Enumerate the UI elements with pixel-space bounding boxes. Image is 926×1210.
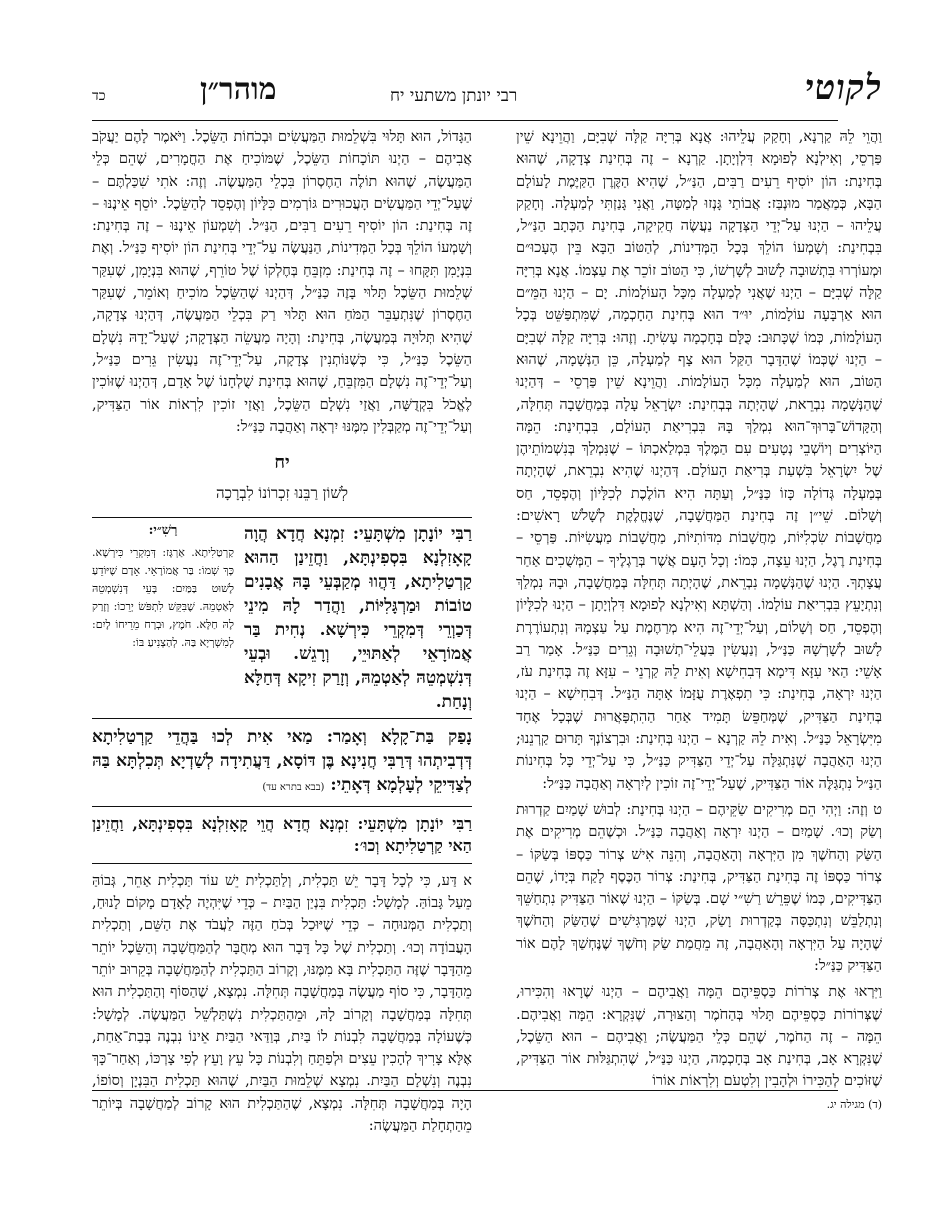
lesson-heading: רַבִּי יוֹנָתָן מִשְׁתָּעֵי: זִמְנָא חֲדָא הֲוֵי קָאָזִלְנָא בִּסְפִינְתָּא, וַחֲזֵינַן הַאי קַרְטַלִיתָא וְכוּ׳: (92, 813, 472, 855)
running-header-center: רבי יונתן משתעי יח (390, 86, 518, 106)
talmud-text-tail: נָפַק בַּת־קָלָא וְאָמַר: מַאי אִית לְכוּ בַּהֲדֵי קַרְטַלִיתָא דְּדְבִיתְהוּ דְּרַבִּי חֲנִינָא בֶּן דּוֹסָא, דַּעֲתִידָה לְשַׁדְיָא תְּכִלְתָּא בַּהּ לְצַדִּיקֵי לְעָלְמָא דְּאָתֵי: (92, 726, 472, 795)
running-title-left: מוהר״ן (200, 72, 277, 107)
paragraph-tet: ט וְזֶה: וַיְהִי הֵם מְרִיקִים שַׂקֵּיהֶם – הַיְנוּ בְּחִינַת: לְבוּשׁ שָׁמַיִם קַדְרוּת וְשַׂק וְכוּ׳. שָׁמַיִם – הַיְנוּ יִרְאָה וְאַהֲבָה כַּנַּ״ל. וּכְשֶׁהֵם מְרִיקִים אֶת הַשַּׂק וְהַחֹשֶׁךְ מִן הַיִּרְאָה וְהָאַהֲבָה, וְהִנֵּה אִישׁ צְרוֹר כַּסְפּוֹ בְּשַׂקּוֹ – צְרוֹר כַּסְפּוֹ זֶה בְּחִינַת הַצַּדִּיק, בְּחִינַת: צְרוֹר הַכֶּסֶף לָקַח בְּיָדוֹ, שֶׁהֵם הַצַּדִּיקִים, כְּמוֹ שֶׁפֵּרֵשׁ רַשִׁ״י שָׁם. בְּשַׂקּוֹ – הַיְנוּ שֶׁאוֹר הַצַּדִּיק נִתְחַשֵּׁךְ וְנִתְלַבֵּשׁ וְנִתְכַּסָּה בְּקַדְרוּת וָשַׂק, הַיְנוּ שֶׁמַּרְגִּישִׁים שֶׁהַשַּׂק וְהַחֹשֶׁךְ שֶׁהָיָה עַל הַיִּרְאָה וְהָאַהֲבָה, זֶה מֵחֲמַת שַׂק וְחֹשֶׁךְ שֶׁנֶּחְשַׁךְ לָהֶם אוֹר הַצַּדִּיק כַּנַּ״ל: (516, 801, 882, 974)
running-title-right: לקוטי (804, 68, 882, 108)
right-column (516, 126, 882, 1097)
left-column (92, 126, 472, 1141)
section-number: יח (274, 452, 290, 474)
talmud-text: רַבִּי יוֹנָתָן מִשְׁתָּעֵי: זִמְנָא חֲדָא הֲוָה קָאָזִלְנָא בִּסְפִינְתָּא, וַחֲזֵינַן הַהוּא קַרְטַלִיתָא, דַּהֲווּ מְקַבְּעֵי בָּהּ אֲבָנִים טוֹבוֹת וּמַרְגָּלִיּוֹת, וַהֲדַר לָהּ מִינֵי דְּכַוְרֵי דְּמִקְרֵי כִּירְשָׁא. נְחִית בַּר אֲמוֹרָאֵי לְאַתּוּיֵי, וְרָגֵשׁ. וּבְעֵי דְּנִשְׁמְטֵהּ לְאַטְמֵהּ, וְזָרַק זִיקָא דְּחַלָּא וְנָחַת. (244, 523, 472, 712)
talmud-block (92, 517, 472, 719)
paragraph: הַגָּדוֹל, הוּא תָּלוּי בִּשְׁלֵמוּת הַמַּעֲשִׂים וּבְכֹחוֹת הַשֵּׂכֶל. וַיֹּאמֶר לָהֶם יַעֲקֹב אֲבִיהֶם – הַיְנוּ תּוֹכָחוֹת הַשֵּׂכֶל, שֶׁמּוֹכִיחַ אֶת הַחֳמָרִים, שֶׁהֵם כְּלֵי הַמַּעֲשֶׂה, שֶׁהוּא תוֹלֶה הַחֶסְרוֹן בִּכְלֵי הַמַּעֲשֶׂה. וְזֶה: אֹתִי שִׁכַּלְתֶּם – שֶׁעַל־יְדֵי הַמַּעֲשִׂים הָעֲכוּרִים גּוֹרְמִים כִּלָּיוֹן וְהֶפְסֵד לְהַשֵּׂכֶל. יוֹסֵף אֵינֶנּוּ – זֶה בְּחִינַת: הוֹן יוֹסִיף רֵעִים רַבִּים, הַנַּ״ל. וְשִׁמְעוֹן אֵינֶנּוּ – זֶה בְּחִינַת: וְשָׁמְעוֹ הוֹלֵךְ בְּכָל הַמְּדִינוֹת, הַנַּעֲשֶׂה עַל־יְדֵי בְּחִינַת הוֹן יוֹסִיף כַּנַּ״ל. וְאֶת בִּנְיָמִן תִּקָּחוּ – זֶה בְּחִינַת: מִזְבֵּחַ בְּחֶלְקוֹ שֶׁל טוֹרֵף, שֶׁהוּא בִּנְיָמִן, שֶׁעִקַּר שְׁלֵמוּת הַשֵּׂכֶל תָּלוּי בָּזֶה כַּנַּ״ל, דְּהַיְנוּ שֶׁהַשֵּׂכֶל מוֹכִיחַ וְאוֹמֵר, שֶׁעִקַּר הַחֶסְרוֹן שֶׁנִּתְעַבֵּר הַמֹּחַ הוּא תָּלוּי רַק בִּכְלֵי הַמַּעֲשֶׂה, דְּהַיְנוּ צְדָקָה, שֶׁהִיא תְּלוּיָה בְּמַעֲשֶׂה, בְּחִינַת: וְהָיָה מַעֲשֵׂה הַצְּדָקָה; שֶׁעַל־יָדָהּ נִשְׁלָם הַשֵּׂכֶל כַּנַּ״ל, כִּי כְּשֶׁנּוֹתְנִין צְדָקָה, עַל־יְדֵי־זֶה נַעֲשִׂין גֵּרִים כַּנַּ״ל, וְעַל־יְדֵי־זֶה נִשְׁלָם הַמִּזְבֵּחַ, שֶׁהוּא בְּחִינַת שֻׁלְחָנוֹ שֶׁל אָדָם, דְּהַיְנוּ שֶׁזּוֹכִין לֶאֱכֹל בִּקְדֻשָּׁה, וַאֲזַי נִשְׁלָם הַשֵּׂכֶל, וַאֲזַי זוֹכִין לִרְאוֹת אוֹר הַצַּדִּיק, וְעַל־יְדֵי־זֶה מְקַבְּלִין מִמֶּנּוּ יִרְאָה וְאַהֲבָה כַּנַּ״ל: (92, 129, 472, 435)
paragraph: וַיִּרְאוּ אֶת צְרֹרוֹת כַּסְפֵּיהֶם הֵמָּה וַאֲבִיהֶם – הַיְנוּ שֶׁרָאוּ וְהִכִּירוּ, שֶׁצְּרוֹרוֹת כַּסְפֵּיהֶם תָּלוּי בְּהַחֹמֶר וְהַצּוּרָה, שֶׁנִּקְרָא: הֵמָּה וַאֲבִיהֶם. הֵמָּה – זֶה הַחֹמֶר, שֶׁהֵם כְּלֵי הַמַּעֲשֶׂה; וַאֲבִיהֶם – הוּא הַשֵּׂכֶל, שֶׁנִּקְרָא אָב, בְּחִינַת אָב בְּחָכְמָה, הַיְנוּ כַּנַּ״ל, שֶׁהִתְגַּלּוּת אוֹר הַצַּדִּיק, שֶׁזּוֹכִים לְהַכִּירוֹ וּלְהָבִין וְלִטְעֹם וְלִרְאוֹת אוֹרוֹ (516, 984, 882, 1090)
page-number: כד (92, 88, 106, 104)
footnote-rule (92, 1090, 838, 1091)
divider (92, 806, 472, 807)
paragraph: וַהֲוֵי לֵהּ קַרְנָא, וְחָקַק עֲלֵיהוּ: אֲנָא בְּרִיָּה קַלָּה שְׁבִיָּם, וַהֲוֵינָא שֵׁין פַּרְסֵי, וְאִילְנָא לְפוּמָא דִּלְוְיָתָן. קַרְנָא – זֶה בְּחִינַת צְדָקָה, שֶׁהוּא בְּחִינַת: הוֹן יוֹסִיף רֵעִים רַבִּים, הַנַּ״ל, שֶׁהִיא הַקֶּרֶן הַקַּיֶּמֶת לָעוֹלָם הַבָּא, כְּמַאֲמַר מוּנְבַּז: אֲבוֹתַי גָּנְזוּ לְמַטָּה, וַאֲנִי גָּנַזְתִּי לְמַעְלָה. וְחָקַק עֲלֵיהוּ – הַיְנוּ עַל־יְדֵי הַצְּדָקָה נַעֲשֶׂה חֲקִיקָה, בְּחִינַת הַכְּתָב הַנַּ״ל, בִּבְחִינַת: וְשָׁמְעוֹ הוֹלֵךְ בְּכָל הַמְּדִינוֹת, לְהַטּוֹב הַבָּא בֵּין הֶעָכוּ״ם וּמְעוֹרְרוּ בִּתְשׁוּבָה לָשׁוּב לְשָׁרְשׁוֹ, כִּי הַטּוֹב זוֹכֵר אֶת עַצְמוֹ. אֲנָא בְּרִיָּה קַלָּה שְׁבִיָּם – הַיְנוּ שֶׁאֲנִי לְמַעְלָה מִכָּל הָעוֹלָמוֹת. יָם – הַיְנוּ הַמֵּ״ם הוּא אַרְבָּעָה עוֹלָמוֹת, יוּ״ד הוּא בְּחִינַת הַחָכְמָה, שֶׁמִּתְפַּשֵּׁט בְּכָל הָעוֹלָמוֹת, כְּמוֹ שֶׁכָּתוּב: כֻּלָּם בְּחָכְמָה עָשִׂיתָ. וְזֶהוּ: בְּרִיָּה קַלָּה שְׁבִיָּם – הַיְנוּ שֶׁכְּמוֹ שֶׁהַדָּבָר הַקַּל הוּא צָף לְמַעְלָה, כֵּן הַנְּשָׁמָה, שֶׁהוּא הַטּוֹב, הוּא לְמַעְלָה מִכָּל הָעוֹלָמוֹת. וַהֲוֵינָא שֵׁין פַּרְסֵי – דְּהַיְנוּ שֶׁהַנְּשָׁמָה נִבְרֵאת, שֶׁהָיְתָה בְּבְחִינַת: יִשְׂרָאֵל עָלָה בְּמַחֲשָׁבָה תְּחִלָּה, וְהַקָּדוֹשׁ־בָּרוּךְ־הוּא נִמְלַךְ בָּהּ בִּבְרִיאַת הָעוֹלָם, בִּבְחִינַת: הֵמָּה הַיּוֹצְרִים וְיוֹשְׁבֵי נְטָעִים עִם הַמֶּלֶךְ בִּמְלַאכְתּוֹ – שֶׁנִּמְלַךְ בְּנִשְׁמוֹתֵיהֶן שֶׁל יִשְׂרָאֵל בִּשְׁעַת בְּרִיאַת הָעוֹלָם. דְּהַיְנוּ שֶׁהִיא נִבְרֵאת, שֶׁהָיְתָה בְּמַעְלָה גְּדוֹלָה כָּזוֹ כַּנַּ״ל, וְעַתָּה הִיא הוֹלֶכֶת לְכִלָּיוֹן וְהֶפְסֵד, חַס וְשָׁלוֹם. שֵׁי״ן זֶה בְּחִינַת הַמַּחֲשָׁבָה, שֶׁנֶּחֱלֶקֶת לְשָׁלֹשׁ רָאשִׁים: מַחֲשָׁבוֹת שִׂכְלִיּוֹת, מַחֲשָׁבוֹת מִדּוֹתִיּוֹת, מַחֲשָׁבוֹת מַעֲשִׂיּוֹת. פַּרְסֵי – בְּחִינַת רֶגֶל, הַיְנוּ עֵצָה, כְּמוֹ: וְכָל הָעָם אֲשֶׁר בְּרַגְלֶיךָ – הַמְּשֻׁכִים אַחַר עֲצָתְךָ. הַיְנוּ שֶׁהַנְּשָׁמָה נִבְרֵאת, שֶׁהָיְתָה תְּחִלָּה בְּמַחֲשָׁבָה, וּבָהּ נִמְלַךְ וְנִתְיָעֵץ בִּבְרִיאַת עוֹלָמוֹ. וְהַשְׁתָּא וְאִילְנָא לְפוּמָא דִּלְוְיָתָן – הַיְנוּ לְכִלָּיוֹן וְהֶפְסֵד, חַס וְשָׁלוֹם, וְעַל־יְדֵי־זֶה הִיא מְרַחֶמֶת עַל עַצְמָהּ וְנִתְעוֹרֶרֶת לָשׁוּב לְשָׁרְשָׁהּ כַּנַּ״ל, וְנַעֲשִׂין בַּעֲלֵי־תְשׁוּבָה וְגֵרִים כַּנַּ״ל. אָמַר רַב אָשֵׁי: הַאי עִזָּא דִּימָא דְּבִחִישָׁא וְאִית לֵהּ קַרְנֵי – עִזָּא זֶה בְּחִינַת עֹז, הַיְנוּ יִרְאָה, בְּחִינַת: כִּי תִפְאֶרֶת עֻזָּמוֹ אָתָּה הַנַּ״ל. דְּבִחִישָׁא – הַיְנוּ בְּחִינַת הַצַּדִּיק, שֶׁמְּחַפֵּשׂ תָּמִיד אַחַר הַהִתְפָּאֲרוּת שֶׁבְּכָל אֶחָד מִיִּשְׂרָאֵל כַּנַּ״ל. וְאִית לֵהּ קַרְנָא – הַיְנוּ בְּחִינַת: וּבִרְצוֹנְךָ תָּרוּם קַרְנֵנוּ; הַיְנוּ הָאַהֲבָה שֶׁנִּתְגַּלָּה עַל־יְדֵי הַצַּדִּיק כַּנַּ״ל, כִּי עַל־יְדֵי כָּל בְּחִינוֹת הַנַּ״ל נִתְגַּלֶּה אוֹר הַצַּדִּיק, שֶׁעַל־יְדֵי־זֶה זוֹכִין לְיִרְאָה וְאַהֲבָה כַּנַּ״ל: (516, 129, 882, 792)
section-subtitle: לְשׁוֹן רַבֵּנוּ זִכְרוֹנוֹ לִבְרָכָה (216, 484, 348, 503)
rashi-text: קַרְטַלִיתָא. אַרְגָּז: דְּמִקְרֵי כִּירְשָׁא. כָּךְ שְׁמוֹ: בַּר אֲמוֹרָאֵי. אָדָם שֶׁיּוֹדֵעַ לָשׁוּט בַּמַּיִם: בָּעֵי דְּנִשְׁמְטֵהּ לְאַטְמֵהּ. שֶׁבִּקֵּשׁ לִתְפֹּשׂ יְרֵכוֹ: וְזָרַק לָהּ חַלָּא. חֹמֶץ, וּבְרָח מֵרֵיחוֹ לָיִם: לְמִשְׁרְיָא בַּהּ. לְהַצְנִיעַ בּוֹ: (92, 545, 234, 649)
divider (92, 863, 472, 864)
rashi-header: רַשִׁ״י: (148, 522, 178, 538)
rashi-commentary (92, 522, 234, 714)
header-rule (92, 120, 838, 121)
footnote: (ד) מגילה יג. (826, 1098, 882, 1111)
paragraph-alef: א דַּע, כִּי לְכָל דָּבָר יֵשׁ תַּכְלִית, וְלַתַּכְלִית יֵשׁ עוֹד תַּכְלִית אַחֵר, גְּבוֹהַּ מֵעַל גָּבוֹהַּ. לְמָשָׁל: תַּכְלִית בִּנְיַן הַבַּיִת – כְּדֵי שֶׁיִּהְיֶה לָאָדָם מָקוֹם לָנוּחַ, וְתַכְלִית הַמְּנוּחָה – כְּדֵי שֶׁיּוּכַל בְּכֹחַ הַזֶּה לַעֲבֹד אֶת הַשֵּׁם, וְתַכְלִית הָעֲבוֹדָה וְכוּ׳. וְתַכְלִית שֶׁל כָּל דָּבָר הוּא מְחֻבָּר לְהַמַּחֲשָׁבָה וְהַשֵּׂכֶל יוֹתֵר מֵהַדָּבָר שֶׁזֶּה הַתַּכְלִית בָּא מִמֶּנּוּ, וְקָרוֹב הַתַּכְלִית לְהַמַּחֲשָׁבָה בְּקֵרוּב יוֹתֵר מֵהַדָּבָר, כִּי סוֹף מַעֲשֶׂה בְּמַחֲשָׁבָה תְּחִלָּה. נִמְצָא, שֶׁהַסּוֹף וְהַתַּכְלִית הוּא תְּחִלָּה בְּמַחֲשָׁבָה וְקָרוֹב לָהּ, וּמֵהַתַּכְלִית נִשְׁתַּלְשֵׁל הַמַּעֲשֶׂה. לְמָשָׁל: כְּשֶׁעוֹלָה בְּמַחֲשָׁבָה לִבְנוֹת לוֹ בַּיִת, בְּוַדַּאי הַבַּיִת אֵינוֹ נִבְנֶה בְּבַת־אַחַת, אֶלָּא צָרִיךְ לְהָכִין עֵצִים וּלְפַתֵּחַ וְלִבְנוֹת כָּל עֵץ וָעֵץ לְפִי צָרְכּוֹ, וְאַחַר־כָּךְ נִבְנֶה וְנִשְׁלָם הַבַּיִת. נִמְצָא שְׁלֵמוּת הַבַּיִת, שֶׁהוּא תַּכְלִית הַבִּנְיָן וְסוֹפוֹ, הָיָה בְּמַחֲשָׁבָה תְּחִלָּה. נִמְצָא, שֶׁהַתַּכְלִית הוּא קָרוֹב לְמַחֲשָׁבָה בְּיוֹתֵר מֵהַתְחָלַת הַמַּעֲשֶׂה: (92, 872, 472, 1135)
talmud-citation: (בבא בתרא עד) (262, 781, 325, 793)
talmud-continuation (92, 725, 472, 800)
